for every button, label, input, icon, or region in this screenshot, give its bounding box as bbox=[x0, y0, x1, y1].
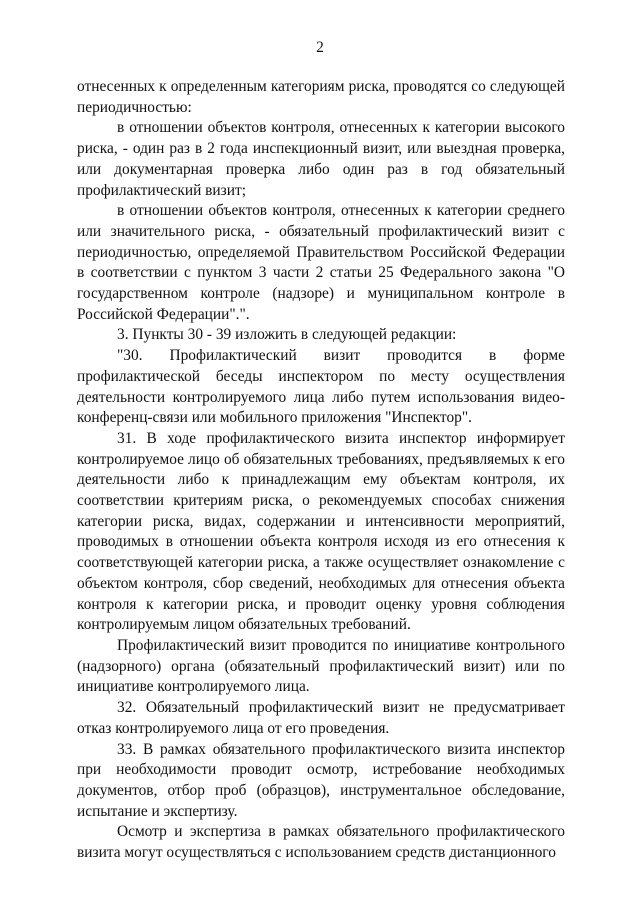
paragraph-1: отнесенных к определенным категориям риска, проводятся со следующей периодичностью: bbox=[77, 78, 565, 116]
paragraph-8: 32. Обязательный профилактический визит не предусматривает отказ контролируемого лица от его проведения. bbox=[77, 699, 565, 737]
paragraph-3: в отношении объектов контроля, отнесенных к категории среднего или значительного риска, - обязательный профилактический визит с периодичностью, определяемой Правительством Российской Федерации в соответствии с пунктом 3 части 2 статьи 25 Федерального закона "О государственном контроле (надзоре) и муниципальном контроле в Российской Федерации".". bbox=[77, 202, 565, 323]
paragraph-5: "30. Профилактический визит проводится в форме профилактической беседы инспектором по месту осуществления деятельности контролируемого лица либо путем использования видео-конференц-связи или мобильного приложения "Инспектор". bbox=[77, 347, 565, 427]
paragraph-4: 3. Пункты 30 - 39 изложить в следующей редакции: bbox=[117, 326, 457, 344]
paragraph-10: Осмотр и экспертиза в рамках обязательного профилактического визита могут осуществляться с использованием средств дистанционного bbox=[77, 823, 565, 862]
page-number: 2 bbox=[316, 39, 324, 56]
paragraph-9: 33. В рамках обязательного профилактического визита инспектор при необходимости проводит осмотр, истребование необходимых документов, отбор проб (образцов), инструментальное обследование, испытание и экспертизу. bbox=[77, 740, 565, 820]
paragraph-6: 31. В ходе профилактического визита инспектор информирует контролируемое лицо об обязательных требованиях, предъявляемых к его деятельности либо к принадлежащим ему объектам контроля, их соответствии критериям риска, о рекомендуемых способах снижения категории риска, видах, содержании и интенсивности мероприятий, проводимых в отношении объекта контроля исходя из его отнесения к соответствующей категории риска, а также осуществляет ознакомление с объектом контроля, сбор сведений, необходимых для отнесения объекта контроля к категории риска, и проводит оценку уровня соблюдения контролируемым лицом обязательных требований. bbox=[77, 429, 565, 634]
paragraph-2: в отношении объектов контроля, отнесенных к категории высокого риска, - один раз в 2 года инспекционный визит, или выездная проверка, или документарная проверка либо один раз в год обязательный профилактический визит; bbox=[77, 119, 565, 199]
paragraph-7: Профилактический визит проводится по инициативе контрольного (надзорного) органа (обязательный профилактический визит) или по инициативе контролируемого лица. bbox=[77, 636, 565, 696]
document-body bbox=[77, 77, 565, 864]
